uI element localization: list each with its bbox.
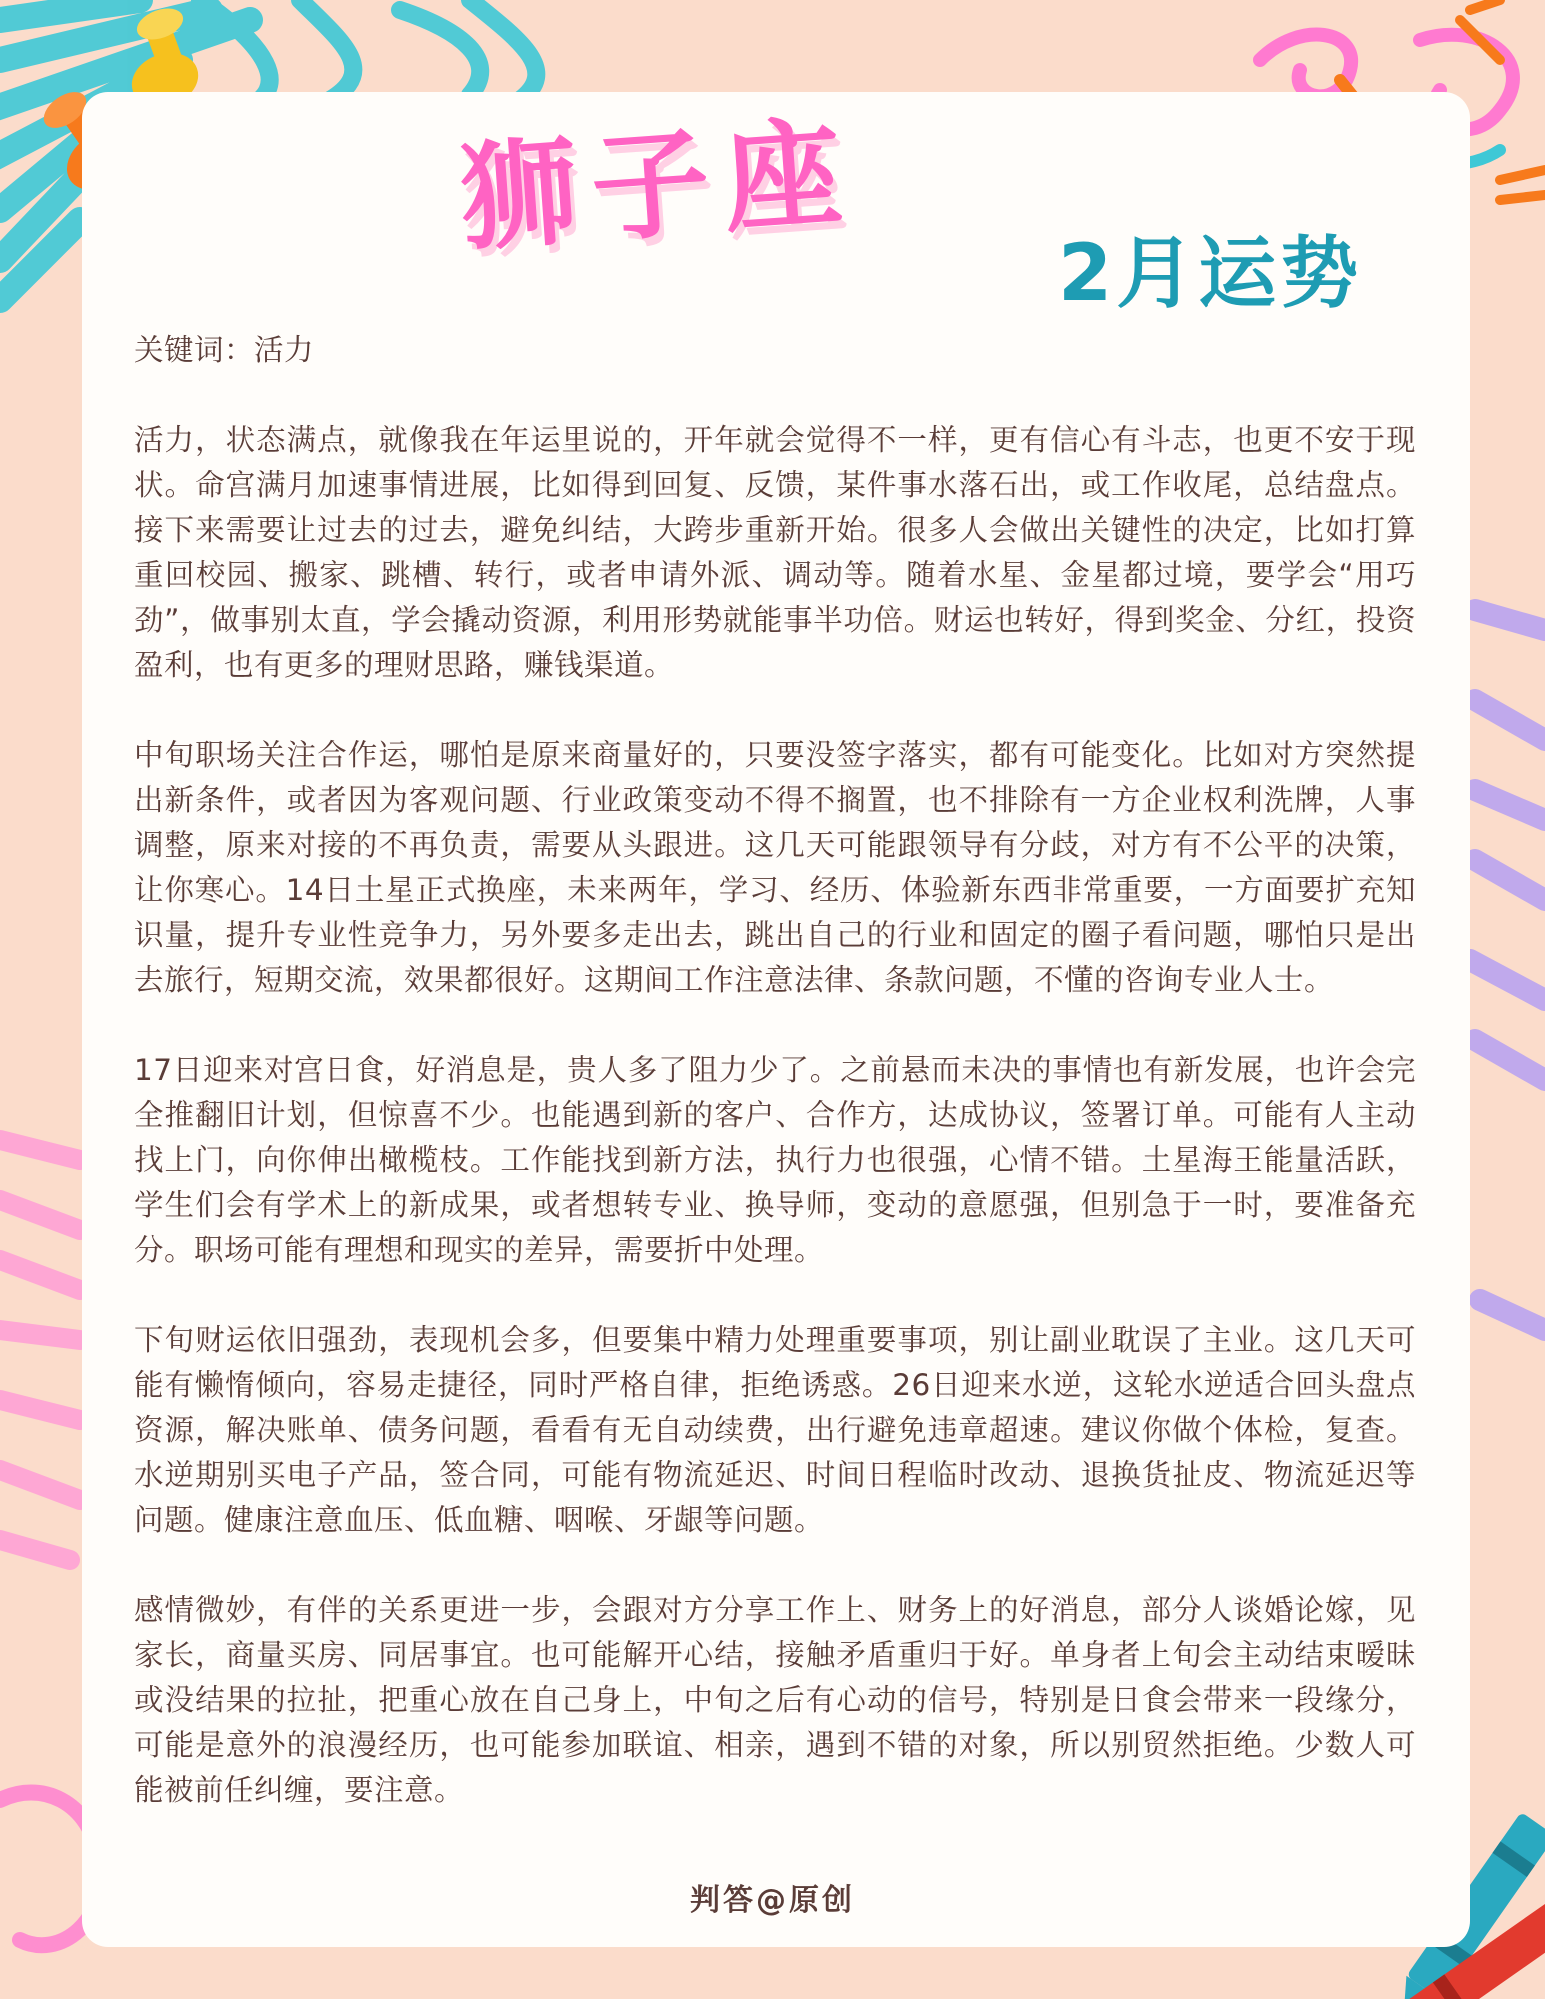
paragraph-relationships: 感情微妙，有伴的关系更进一步，会跟对方分享工作上、财务上的好消息，部分人谈婚论嫁，见家长，商量买房、同居事宜。也可能解开心结，接触矛盾重归于好。单身者上旬会主动结束暧昧或没结果的拉扯，把重心放在自己身上，中旬之后有心动的信号，特别是日食会带来一段缘分，可能是意外的浪漫经历，也可能参加联谊、相亲，遇到不错的对象，所以别贸然拒绝。少数人可能被前任纠缠，要注意。 <box>134 1593 1416 1807</box>
page-subtitle: 2月运势 <box>1058 229 1363 319</box>
page-title: 狮子座 <box>455 102 860 268</box>
author-credit: 判答@原创 <box>690 1883 855 1918</box>
paragraph-overview: 活力，状态满点，就像我在年运里说的，开年就会觉得不一样，更有信心有斗志，也更不安于现状。命宫满月加速事情进展，比如得到回复、反馈，某件事水落石出，或工作收尾，总结盘点。接下来需要让过去的过去，避免纠结，大跨步重新开始。很多人会做出关键性的决定，比如打算重回校园、搬家、跳槽、转行，或者申请外派、调动等。随着水星、金星都过境，要学会“用巧劲”，做事别太直，学会撬动资源，利用形势就能事半功倍。财运也转好，得到奖金、分红，投资盈利，也有更多的理财思路，赚钱渠道。 <box>134 423 1416 682</box>
purple-scribble <box>1470 610 1545 1330</box>
article-body <box>134 328 1416 1858</box>
paragraph-late-month: 下旬财运依旧强劲，表现机会多，但要集中精力处理重要事项，别让副业耽误了主业。这几天可能有懒惰倾向，容易走捷径，同时严格自律，拒绝诱惑。26日迎来水逆，这轮水逆适合回头盘点资源，解决账单、债务问题，看看有无自动续费，出行避免违章超速。建议你做个体检，复查。水逆期别买电子产品，签合同，可能有物流延迟、时间日程临时改动、退换货扯皮、物流延迟等问题。健康注意血压、低血糖、咽喉、牙龈等问题。 <box>134 1323 1416 1537</box>
paragraph-mid-month: 中旬职场关注合作运，哪怕是原来商量好的，只要没签字落实，都有可能变化。比如对方突然提出新条件，或者因为客观问题、行业政策变动不得不搁置，也不排除有一方企业权利洗牌，人事调整，原来对接的不再负责，需要从头跟进。这几天可能跟领导有分歧，对方有不公平的决策，让你寒心。14日土星正式换座，未来两年，学习、经历、体验新东西非常重要，一方面要扩充知识量，提升专业性竞争力，另外要多走出去，跳出自己的行业和固定的圈子看问题，哪怕只是出去旅行，短期交流，效果都很好。这期间工作注意法律、条款问题，不懂的咨询专业人士。 <box>134 738 1416 997</box>
keywords-line: 关键词：活力 <box>134 333 315 367</box>
paragraph-eclipse: 17日迎来对宫日食，好消息是，贵人多了阻力少了。之前悬而未决的事情也有新发展，也许会完全推翻旧计划，但惊喜不少。也能遇到新的客户、合作方，达成协议，签署订单。可能有人主动找上门，向你伸出橄榄枝。工作能找到新方法，执行力也很强，心情不错。土星海王能量活跃，学生们会有学术上的新成果，或者想转专业、换导师，变动的意愿强，但别急于一时，要准备充分。职场可能有理想和现实的差异，需要折中处理。 <box>134 1053 1416 1267</box>
